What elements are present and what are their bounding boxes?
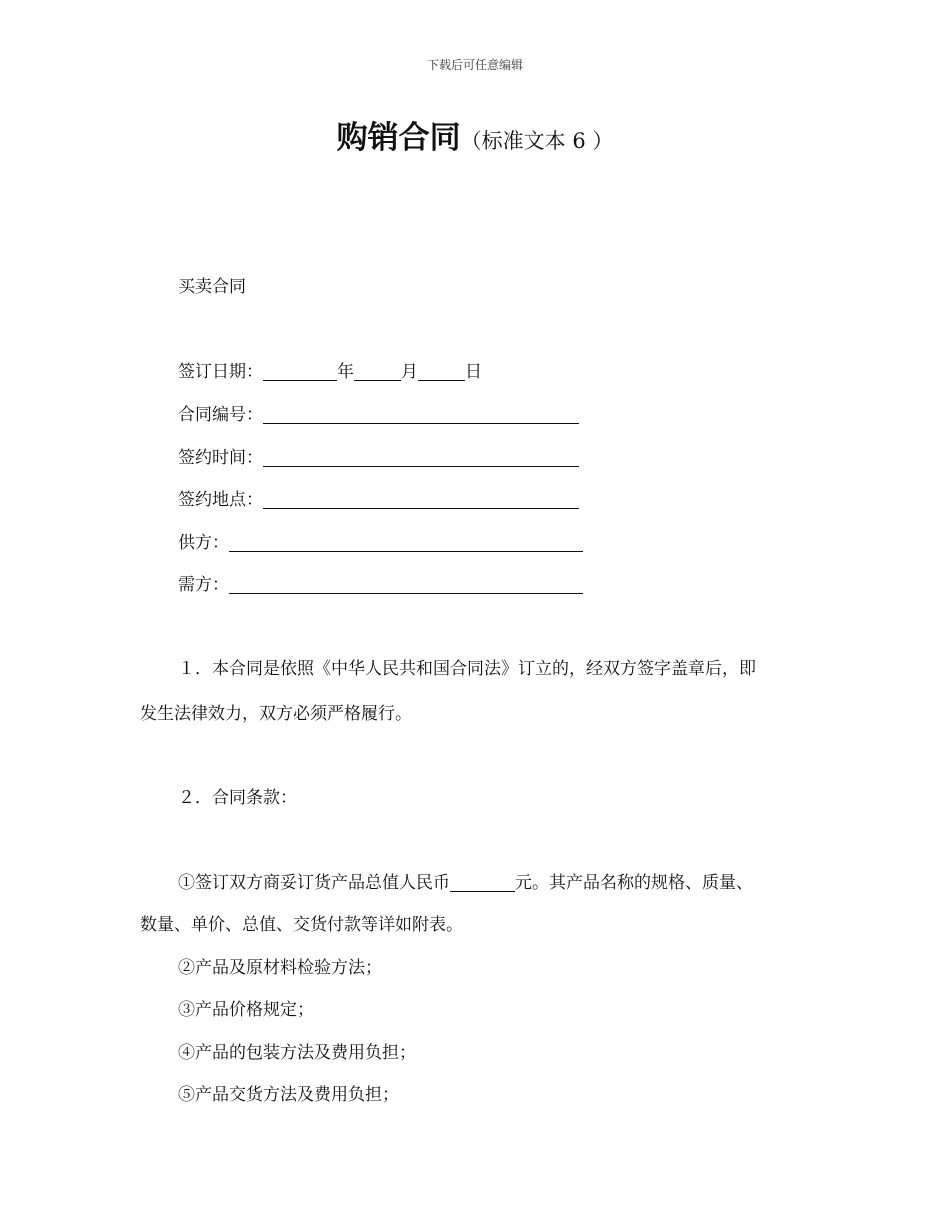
sign-date-field xyxy=(178,360,482,384)
header-note: 下载后可任意编辑 xyxy=(426,58,523,72)
title-subtitle: （标准文本 6 ） xyxy=(460,129,614,153)
clause-2-item-2: ②产品及原材料检验方法； xyxy=(178,958,382,978)
clause-1-line-2: 发生法律效力，双方必须严格履行。 xyxy=(140,704,412,724)
sign-time-field xyxy=(178,446,579,470)
clause-2-item-5: ⑤产品交货方法及费用负担； xyxy=(178,1085,399,1105)
title-main: 购销合同 xyxy=(336,120,461,156)
supplier-label: 供方： xyxy=(178,533,229,553)
year-blank[interactable] xyxy=(263,362,337,381)
sign-place-label: 签约地点： xyxy=(178,490,263,510)
buyer-field xyxy=(178,573,583,597)
contract-no-field xyxy=(178,403,579,427)
total-value-blank[interactable] xyxy=(450,873,515,892)
day-blank[interactable] xyxy=(418,362,465,381)
clause-2-heading: ２．合同条款： xyxy=(178,788,297,808)
contract-heading: 买卖合同 xyxy=(178,277,246,297)
contract-no-label: 合同编号： xyxy=(178,405,263,425)
sign-place-field xyxy=(178,488,579,512)
day-label: 日 xyxy=(465,362,482,382)
month-label: 月 xyxy=(401,362,418,382)
supplier-field xyxy=(178,531,583,555)
clause-2-item-3: ③产品价格规定； xyxy=(178,1000,314,1020)
sign-time-blank[interactable] xyxy=(263,448,579,467)
clause-2-item-1-line-1 xyxy=(178,871,753,895)
clause-2-item-1-line-2: 数量、单价、总值、交货付款等详如附表。 xyxy=(140,915,463,935)
year-label: 年 xyxy=(337,362,354,382)
contract-no-blank[interactable] xyxy=(263,405,579,424)
item-1-text-after: 元。其产品名称的规格、质量、 xyxy=(515,873,753,893)
sign-time-label: 签约时间： xyxy=(178,448,263,468)
buyer-blank[interactable] xyxy=(229,575,583,594)
sign-place-blank[interactable] xyxy=(263,490,579,509)
clause-1-line-1: １．本合同是依照《中华人民共和国合同法》订立的，经双方签字盖章后，即 xyxy=(178,659,756,679)
clause-2-item-4: ④产品的包装方法及费用负担； xyxy=(178,1043,416,1063)
month-blank[interactable] xyxy=(354,362,401,381)
buyer-label: 需方： xyxy=(178,575,229,595)
supplier-blank[interactable] xyxy=(229,533,583,552)
document-title xyxy=(0,112,950,157)
item-1-text-before: ①签订双方商妥订货产品总值人民币 xyxy=(178,873,450,893)
sign-date-label: 签订日期： xyxy=(178,362,263,382)
